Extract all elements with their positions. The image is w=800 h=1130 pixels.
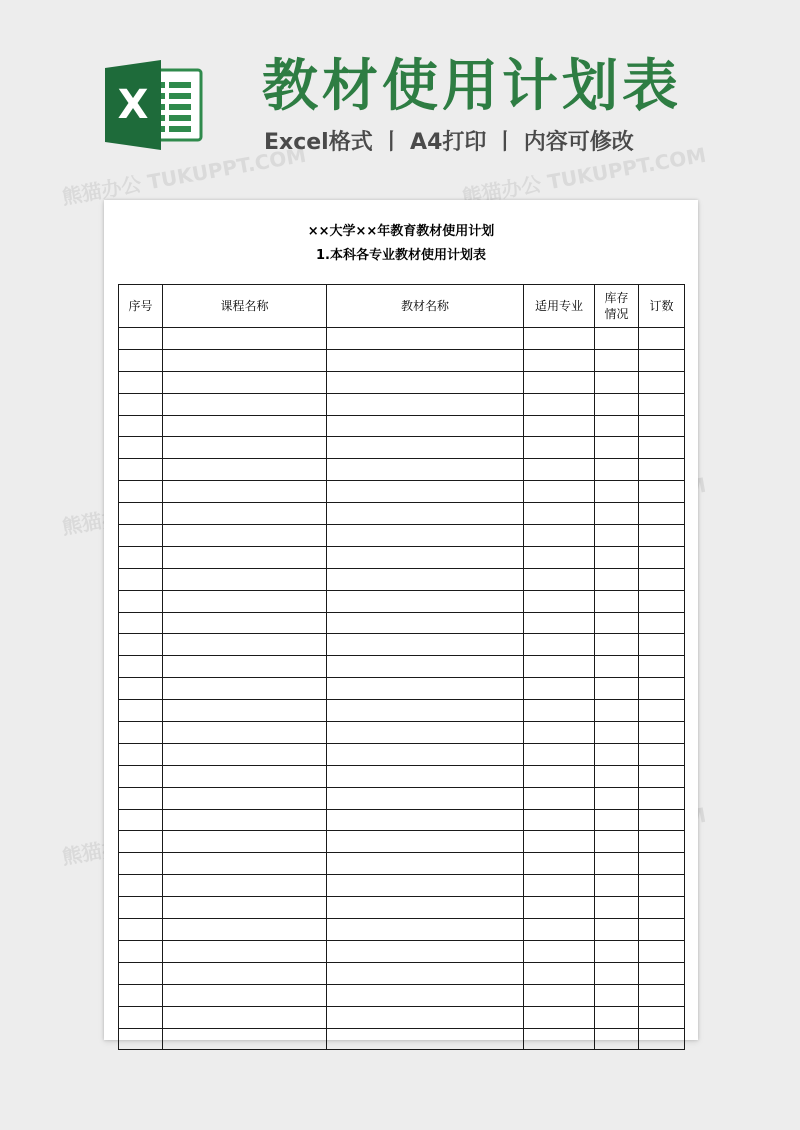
table-row [119, 765, 685, 787]
table-cell[interactable] [119, 765, 163, 787]
table-row [119, 546, 685, 568]
table-cell[interactable] [595, 590, 639, 612]
table-cell[interactable] [327, 743, 524, 765]
table-cell[interactable] [524, 590, 595, 612]
table-row [119, 568, 685, 590]
table-cell[interactable] [595, 393, 639, 415]
column-header-stock-label: 库存情况 [604, 291, 629, 321]
table-cell[interactable] [639, 328, 685, 350]
table-cell[interactable] [639, 700, 685, 722]
table-cell[interactable] [327, 853, 524, 875]
table-cell[interactable] [119, 328, 163, 350]
table-cell[interactable] [524, 612, 595, 634]
table-cell[interactable] [595, 875, 639, 897]
table-cell[interactable] [119, 481, 163, 503]
table-cell[interactable] [524, 437, 595, 459]
table-cell[interactable] [327, 809, 524, 831]
table-cell[interactable] [119, 393, 163, 415]
table-cell[interactable] [524, 634, 595, 656]
table-header-row [119, 285, 685, 328]
table-cell[interactable] [639, 371, 685, 393]
table-row [119, 1028, 685, 1050]
table-row [119, 875, 685, 897]
table-cell[interactable] [163, 897, 327, 919]
table-cell[interactable] [595, 765, 639, 787]
table-cell[interactable] [524, 743, 595, 765]
table-cell[interactable] [524, 722, 595, 744]
table-cell[interactable] [595, 1028, 639, 1050]
document-sheet [104, 200, 698, 1040]
table-cell[interactable] [524, 765, 595, 787]
table-cell[interactable] [524, 459, 595, 481]
table-row [119, 853, 685, 875]
table-cell[interactable] [595, 371, 639, 393]
table-cell[interactable] [595, 481, 639, 503]
table-cell[interactable] [524, 1006, 595, 1028]
watermark: 熊猫办公 TUKUPPT.COM [60, 142, 308, 210]
table-cell[interactable] [595, 568, 639, 590]
table-cell[interactable] [119, 546, 163, 568]
table-row [119, 678, 685, 700]
table-cell[interactable] [595, 459, 639, 481]
table-cell[interactable] [524, 568, 595, 590]
column-header-stock [595, 285, 639, 328]
table-row [119, 940, 685, 962]
table-cell[interactable] [524, 897, 595, 919]
table-cell[interactable] [163, 393, 327, 415]
table-cell[interactable] [327, 415, 524, 437]
table-cell[interactable] [163, 962, 327, 984]
table-cell[interactable] [327, 525, 524, 547]
table-cell[interactable] [524, 875, 595, 897]
table-cell[interactable] [119, 678, 163, 700]
table-cell[interactable] [119, 349, 163, 371]
table-cell[interactable] [524, 656, 595, 678]
page-subtitle: Excel格式 丨 A4打印 丨 内容可修改 [264, 130, 634, 155]
column-header-order-qty: 订数 [639, 285, 685, 328]
table-cell[interactable] [327, 568, 524, 590]
table-cell[interactable] [595, 437, 639, 459]
table-cell[interactable] [524, 700, 595, 722]
table-cell[interactable] [119, 1028, 163, 1050]
table-cell[interactable] [639, 962, 685, 984]
table-cell[interactable] [163, 634, 327, 656]
column-header-index: 序号 [119, 285, 163, 328]
table-cell[interactable] [327, 634, 524, 656]
table-cell[interactable] [327, 831, 524, 853]
table-row [119, 809, 685, 831]
table-cell[interactable] [595, 787, 639, 809]
table-cell[interactable] [119, 940, 163, 962]
table-cell[interactable] [524, 415, 595, 437]
table-cell[interactable] [524, 525, 595, 547]
table-row [119, 1006, 685, 1028]
table-cell[interactable] [163, 415, 327, 437]
table-row [119, 503, 685, 525]
watermark: 熊猫办公 TUKUPPT.COM [460, 142, 708, 210]
table-cell[interactable] [524, 328, 595, 350]
table-cell[interactable] [524, 853, 595, 875]
table-cell[interactable] [595, 809, 639, 831]
table-cell[interactable] [163, 743, 327, 765]
table-cell[interactable] [327, 722, 524, 744]
table-cell[interactable] [327, 787, 524, 809]
table-cell[interactable] [327, 328, 524, 350]
table-cell[interactable] [639, 1028, 685, 1050]
table-cell[interactable] [639, 722, 685, 744]
table-cell[interactable] [524, 940, 595, 962]
table-cell[interactable] [163, 722, 327, 744]
table-cell[interactable] [595, 349, 639, 371]
table-cell[interactable] [327, 612, 524, 634]
table-cell[interactable] [639, 765, 685, 787]
table-cell[interactable] [119, 787, 163, 809]
table-cell[interactable] [639, 919, 685, 941]
table-cell[interactable] [163, 568, 327, 590]
table-cell[interactable] [119, 853, 163, 875]
table-row [119, 743, 685, 765]
table-cell[interactable] [327, 678, 524, 700]
table-cell[interactable] [595, 919, 639, 941]
table-cell[interactable] [163, 525, 327, 547]
table-cell[interactable] [119, 437, 163, 459]
table-cell[interactable] [639, 831, 685, 853]
table-cell[interactable] [163, 765, 327, 787]
table-cell[interactable] [327, 481, 524, 503]
table-cell[interactable] [595, 546, 639, 568]
table-cell[interactable] [163, 787, 327, 809]
table-cell[interactable] [524, 503, 595, 525]
table-cell[interactable] [163, 349, 327, 371]
table-cell[interactable] [595, 962, 639, 984]
table-cell[interactable] [595, 700, 639, 722]
table-cell[interactable] [639, 875, 685, 897]
table-cell[interactable] [327, 371, 524, 393]
table-row [119, 459, 685, 481]
table-cell[interactable] [639, 897, 685, 919]
table-cell[interactable] [163, 678, 327, 700]
table-cell[interactable] [327, 546, 524, 568]
table-cell[interactable] [639, 437, 685, 459]
table-cell[interactable] [327, 875, 524, 897]
table-cell[interactable] [119, 415, 163, 437]
table-cell[interactable] [639, 415, 685, 437]
table-row [119, 349, 685, 371]
page-title: 教材使用计划表 [262, 54, 682, 119]
table-row [119, 787, 685, 809]
table-cell[interactable] [163, 809, 327, 831]
table-cell[interactable] [524, 481, 595, 503]
table-cell[interactable] [639, 568, 685, 590]
document-title: ××大学××年教育教材使用计划 [307, 224, 495, 239]
table-cell[interactable] [524, 831, 595, 853]
table-cell[interactable] [595, 503, 639, 525]
table-cell[interactable] [595, 1006, 639, 1028]
table-cell[interactable] [163, 546, 327, 568]
table-cell[interactable] [639, 1006, 685, 1028]
table-row [119, 897, 685, 919]
table-cell[interactable] [327, 590, 524, 612]
table-cell[interactable] [524, 984, 595, 1006]
table-cell[interactable] [163, 853, 327, 875]
table-cell[interactable] [595, 525, 639, 547]
table-cell[interactable] [163, 481, 327, 503]
table-cell[interactable] [163, 984, 327, 1006]
table-cell[interactable] [119, 700, 163, 722]
table-cell[interactable] [639, 612, 685, 634]
table-cell[interactable] [163, 831, 327, 853]
table-cell[interactable] [119, 875, 163, 897]
table-cell[interactable] [327, 393, 524, 415]
table-row [119, 722, 685, 744]
document-subtitle: 1.本科各专业教材使用计划表 [316, 248, 486, 263]
table-cell[interactable] [327, 700, 524, 722]
table-row [119, 656, 685, 678]
table-row [119, 634, 685, 656]
table-row [119, 415, 685, 437]
table-cell[interactable] [639, 853, 685, 875]
table-cell[interactable] [163, 656, 327, 678]
table-cell[interactable] [639, 349, 685, 371]
table-cell[interactable] [119, 634, 163, 656]
table-cell[interactable] [639, 525, 685, 547]
table-cell[interactable] [524, 678, 595, 700]
table-cell[interactable] [327, 765, 524, 787]
table-cell[interactable] [119, 1006, 163, 1028]
table-cell[interactable] [119, 590, 163, 612]
table-cell[interactable] [119, 612, 163, 634]
table-cell[interactable] [163, 919, 327, 941]
table-cell[interactable] [119, 743, 163, 765]
table-cell[interactable] [119, 503, 163, 525]
table-row [119, 590, 685, 612]
table-cell[interactable] [595, 940, 639, 962]
table-cell[interactable] [327, 503, 524, 525]
table-row [119, 831, 685, 853]
table-row [119, 481, 685, 503]
table-cell[interactable] [524, 546, 595, 568]
table-cell[interactable] [524, 787, 595, 809]
table-row [119, 437, 685, 459]
table-cell[interactable] [639, 481, 685, 503]
table-cell[interactable] [524, 962, 595, 984]
table-cell[interactable] [524, 349, 595, 371]
table-cell[interactable] [119, 525, 163, 547]
table-cell[interactable] [327, 1028, 524, 1050]
table-cell[interactable] [595, 831, 639, 853]
table-cell[interactable] [595, 612, 639, 634]
table-cell[interactable] [327, 459, 524, 481]
table-row [119, 984, 685, 1006]
table-cell[interactable] [595, 853, 639, 875]
table-cell[interactable] [524, 371, 595, 393]
table-cell[interactable] [163, 503, 327, 525]
table-row [119, 962, 685, 984]
table-cell[interactable] [119, 656, 163, 678]
table-cell[interactable] [639, 459, 685, 481]
table-cell[interactable] [327, 940, 524, 962]
table-cell[interactable] [595, 897, 639, 919]
table-cell[interactable] [639, 393, 685, 415]
table-cell[interactable] [163, 1028, 327, 1050]
excel-logo [105, 60, 203, 150]
table-cell[interactable] [327, 437, 524, 459]
table-cell[interactable] [163, 371, 327, 393]
table-cell[interactable] [119, 984, 163, 1006]
table-cell[interactable] [595, 656, 639, 678]
table-cell[interactable] [119, 568, 163, 590]
table-cell[interactable] [327, 919, 524, 941]
table-cell[interactable] [639, 634, 685, 656]
table-cell[interactable] [524, 1028, 595, 1050]
table-cell[interactable] [639, 787, 685, 809]
table-row [119, 371, 685, 393]
table-cell[interactable] [595, 743, 639, 765]
table-cell[interactable] [163, 437, 327, 459]
table-cell[interactable] [327, 656, 524, 678]
table-cell[interactable] [163, 612, 327, 634]
table-cell[interactable] [639, 984, 685, 1006]
table-body [119, 328, 685, 1050]
table-cell[interactable] [163, 875, 327, 897]
table-cell[interactable] [639, 809, 685, 831]
table-cell[interactable] [524, 393, 595, 415]
table-cell[interactable] [163, 328, 327, 350]
table-cell[interactable] [524, 809, 595, 831]
table-cell[interactable] [595, 634, 639, 656]
table-row [119, 700, 685, 722]
table-cell[interactable] [163, 459, 327, 481]
table-cell[interactable] [595, 722, 639, 744]
column-header-major: 适用专业 [524, 285, 595, 328]
table-cell[interactable] [163, 590, 327, 612]
table-cell[interactable] [119, 371, 163, 393]
table-cell[interactable] [119, 919, 163, 941]
table-row [119, 393, 685, 415]
table-cell[interactable] [163, 700, 327, 722]
table-cell[interactable] [639, 678, 685, 700]
table-cell[interactable] [327, 897, 524, 919]
table-cell[interactable] [119, 962, 163, 984]
column-header-course: 课程名称 [163, 285, 327, 328]
table-cell[interactable] [327, 1006, 524, 1028]
table-row [119, 328, 685, 350]
logo-letter: X [117, 82, 149, 128]
table-cell[interactable] [119, 897, 163, 919]
plan-table [118, 284, 685, 1050]
table-cell[interactable] [595, 415, 639, 437]
table-cell[interactable] [163, 940, 327, 962]
table-cell[interactable] [327, 984, 524, 1006]
table-cell[interactable] [595, 678, 639, 700]
table-cell[interactable] [639, 743, 685, 765]
table-cell[interactable] [119, 809, 163, 831]
table-cell[interactable] [119, 722, 163, 744]
table-cell[interactable] [639, 940, 685, 962]
watermark: 熊猫办公 [60, 831, 144, 870]
table-cell[interactable] [327, 349, 524, 371]
table-cell[interactable] [639, 503, 685, 525]
column-header-textbook: 教材名称 [327, 285, 524, 328]
table-row [119, 525, 685, 547]
table-cell[interactable] [639, 656, 685, 678]
table-cell[interactable] [163, 1006, 327, 1028]
table-cell[interactable] [595, 328, 639, 350]
table-cell[interactable] [524, 919, 595, 941]
watermark: 熊猫办公 [60, 501, 144, 540]
table-row [119, 612, 685, 634]
table-cell[interactable] [119, 459, 163, 481]
table-cell[interactable] [639, 546, 685, 568]
table-cell[interactable] [595, 984, 639, 1006]
table-cell[interactable] [119, 831, 163, 853]
table-cell[interactable] [327, 962, 524, 984]
table-row [119, 919, 685, 941]
table-cell[interactable] [639, 590, 685, 612]
